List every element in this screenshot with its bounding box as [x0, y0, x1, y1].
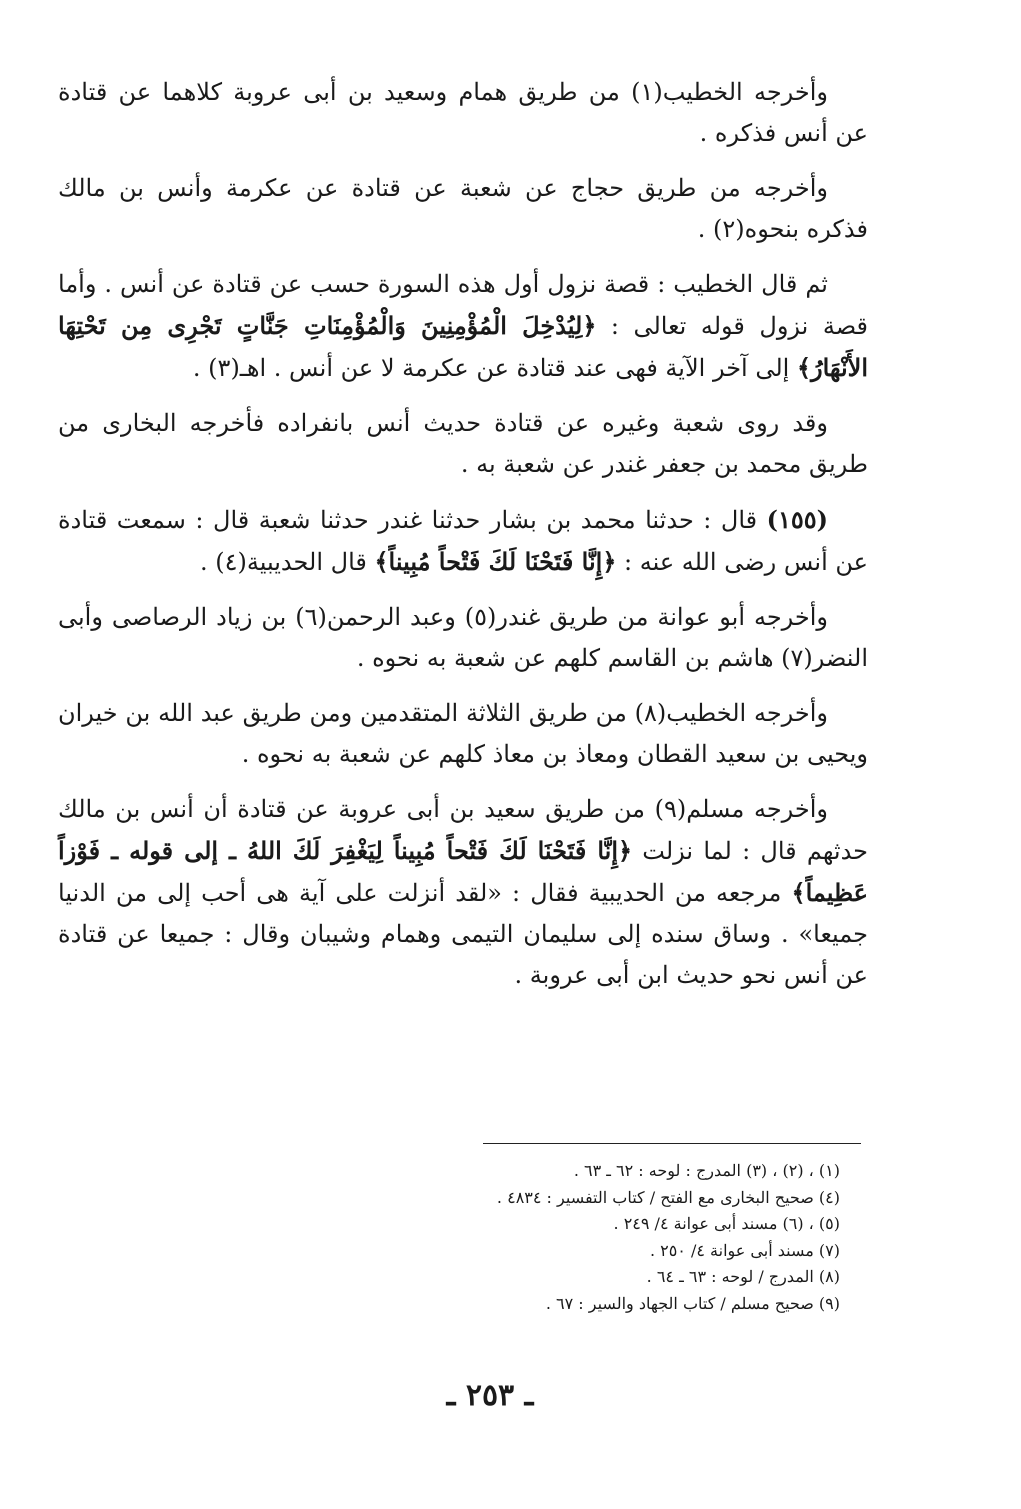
footnote-4: (٧) مسند أبى عوانة ٤/ ٢٥٠ .	[649, 1240, 840, 1260]
footnote-divider	[483, 1143, 861, 1144]
paragraph-6	[58, 597, 868, 679]
footnotes	[330, 1158, 840, 1317]
quran-verse: ﴿إِنَّا فَتَحْنَا لَكَ فَتْحاً مُبِيناً لِيَغْفِرَ لَكَ اللهُ ـ إلى قوله ـ فَوْزاً عَظِيماً﴾	[58, 836, 868, 907]
paragraph-7	[58, 693, 868, 775]
paragraph-text: وقد روى شعبة وغيره عن قتادة حديث أنس بانفراده فأخرجه البخارى من طريق محمد بن جعفر غندر عن شعبة به .	[58, 409, 868, 478]
paragraph-text: وأخرجه أبو عوانة من طريق غندر(٥) وعبد الرحمن(٦) بن زياد الرصاصى وأبى النضر(٧) هاشم بن القاسم كلهم عن شعبة به نحوه .	[58, 603, 868, 672]
paragraph-text: وأخرجه مسلم(٩) من طريق سعيد بن أبى عروبة عن قتادة أن أنس بن مالك حدثهم قال : لما نزلت	[58, 795, 868, 865]
paragraph-text: قال الحديبية(٤) .	[200, 548, 375, 576]
paragraph-text: وأخرجه من طريق حجاج عن شعبة عن قتادة عن عكرمة وأنس بن مالك فذكره بنحوه(٢) .	[58, 174, 868, 243]
paragraph-text: وأخرجه الخطيب(١) من طريق همام وسعيد بن أبى عروبة كلاهما عن قتادة عن أنس فذكره .	[58, 78, 868, 147]
main-text	[58, 72, 868, 1010]
quran-verse: ﴿إِنَّا فَتَحْنَا لَكَ فَتْحاً مُبِيناً﴾	[374, 547, 617, 576]
paragraph-text: ثم قال الخطيب : قصة نزول أول هذه السورة حسب عن قتادة عن أنس . وأما قصة نزول قوله تعالى :	[58, 270, 868, 340]
paragraph-8	[58, 789, 868, 996]
footnote-5: (٨) المدرج / لوحه : ٦٣ ـ ٦٤ .	[646, 1267, 840, 1286]
paragraph-5	[58, 499, 868, 583]
paragraph-text: قال : حدثنا محمد بن بشار حدثنا غندر حدثنا شعبة قال : سمعت قتادة عن أنس رضى الله عنه :	[58, 506, 868, 576]
footnote-2: (٤) صحيح البخارى مع الفتح / كتاب التفسير : ٤٨٣٤ .	[496, 1187, 840, 1207]
paragraph-3	[58, 264, 868, 389]
paragraph-2	[58, 168, 868, 250]
footnote-1: (١) ، (٢) ، (٣) المدرج : لوحه : ٦٢ ـ ٦٣ .	[573, 1161, 840, 1180]
paragraph-text: إلى آخر الآية فهى عند قتادة عن عكرمة لا عن أنس . اهـ(٣) .	[192, 354, 797, 382]
quran-verse: ﴿لِيُدْخِلَ الْمُؤْمِنِينَ وَالْمُؤْمِنَاتِ جَنَّاتٍ تَجْرِى مِن تَحْتِهَا الأَنْهَارُ﴾	[58, 311, 868, 382]
hadith-number: (١٥٥)	[766, 505, 828, 534]
footnote-6: (٩) صحيح مسلم / كتاب الجهاد والسير : ٦٧ .	[545, 1293, 840, 1313]
page-number: ـ ٢٥٣ ـ	[446, 1378, 534, 1413]
paragraph-text: مرجعه من الحديبية فقال : «لقد أنزلت على آية هى أحب إلى من الدنيا جميعا» . وساق سنده إلى سليمان التيمى وهمام وشيبان وقال : جميعا عن قتادة عن أنس نحو حديث ابن أبى عروبة .	[58, 879, 868, 989]
paragraph-4	[58, 403, 868, 485]
paragraph-1	[58, 72, 868, 154]
paragraph-text: وأخرجه الخطيب(٨) من طريق الثلاثة المتقدمين ومن طريق عبد الله بن خيران ويحيى بن سعيد القطان ومعاذ بن معاذ كلهم عن شعبة به نحوه .	[58, 699, 868, 768]
footnote-3: (٥) ، (٦) مسند أبى عوانة ٤/ ٢٤٩ .	[613, 1214, 840, 1233]
